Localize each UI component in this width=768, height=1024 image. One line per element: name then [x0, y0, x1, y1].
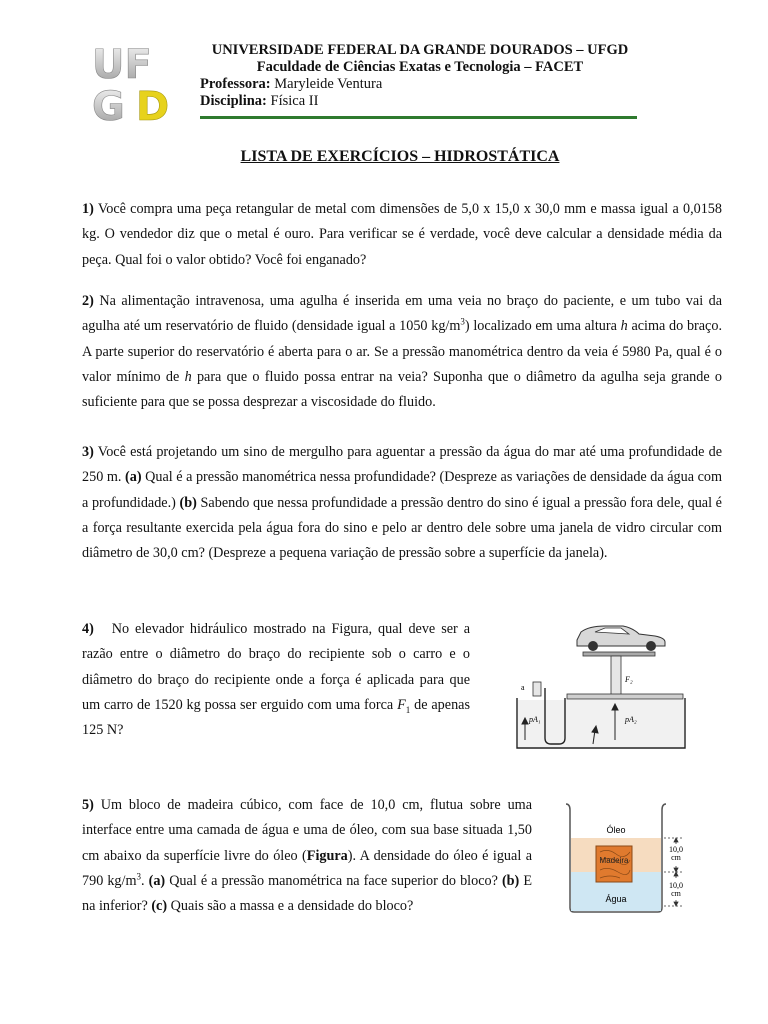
oil-label: Óleo: [606, 825, 626, 835]
subscript: 1: [405, 704, 411, 715]
question-text: ). A densidade do óleo é igual a 790 kg/m: [82, 847, 532, 889]
question-text: Você está projetando um sino de mergulho para aguentar a pressão da água do mar até uma profundidade de 250 m.: [82, 444, 722, 486]
piston-rod: [611, 656, 621, 696]
svg-text:D: D: [136, 84, 170, 124]
question-text: Um bloco de madeira cúbico, com face de 10,0 cm, flutua sobre uma interface entre uma camada de água e uma de óleo, com sua base situada 1,50 cm abaixo da superfície livre do óleo (: [82, 797, 532, 864]
faculty-name: Faculdade de Ciências Exatas e Tecnologia – FACET: [256, 59, 584, 75]
question-text: Sabendo que nessa profundidade a pressão dentro do sino é igual a pressão fora dele, qual é a força resultante exercida pela água fora do sino e pelo ar dentro dele sobre uma janela de vidro circular com diâmetro de 30,0 cm? (Despreze a pequena variação de pressão sobre a superfície da janela).: [82, 494, 722, 562]
car-icon: [577, 626, 665, 651]
university-name: UNIVERSIDADE FEDERAL DA GRANDE DOURADOS – UFGD: [211, 42, 629, 58]
lift-platform: [583, 652, 655, 656]
label-a: a: [521, 683, 525, 692]
label-pA2: pA₂: [625, 715, 637, 724]
page-title: LISTA DE EXERCÍCIOS – HIDROSTÁTICA: [240, 148, 560, 165]
question-text: No elevador hidráulico mostrado na Figura, qual deve ser a razão entre o diâmetro do braço do recipiente sob o carro e o diâmetro do braço do recipiente onde a força é aplicada para que um carro de 1520 kg possa ser erguido com uma forca: [82, 621, 471, 713]
question-text: Qual é a pressão manométrica na face superior do bloco?: [165, 872, 502, 889]
question-text: de apenas 125 N?: [82, 696, 470, 739]
header: [200, 42, 640, 110]
dim-top-value: 10,0: [669, 845, 683, 854]
question-number: 3): [82, 444, 94, 460]
dim-bottom-unit: cm: [671, 889, 681, 898]
question-number: 5): [82, 797, 94, 813]
question-number: 2): [82, 293, 94, 309]
question-text: Você compra uma peça retangular de metal com dimensões de 5,0 x 15,0 x 30,0 mm e massa igual a 0,0158 kg. O vendedor diz que o metal é ouro. Para verificar se é verdade, você deve calcular a densidade média da peça. Qual foi o valor obtido? Você foi enganado?: [82, 201, 722, 268]
header-divider: [200, 116, 637, 119]
discipline-label: Disciplina:: [200, 93, 267, 109]
professor-line: [200, 76, 640, 93]
item-a: (a): [125, 469, 142, 486]
variable-h: h: [620, 318, 628, 335]
item-b: (b): [501, 872, 520, 889]
variable-h: h: [184, 368, 192, 385]
professor-name: Maryleide Ventura: [274, 76, 383, 92]
label-F2: F₂: [625, 675, 633, 684]
dim-top-unit: cm: [671, 853, 681, 862]
variable-F: F: [397, 696, 406, 713]
water-label: Água: [605, 894, 627, 904]
ufgd-logo: [90, 40, 186, 124]
question-1: [82, 197, 722, 273]
question-text: acima do braço. A parte superior do reservatório é aberta para o ar. Se a pressão manométrica dentro da veia é 5980 Pa, qual é o valor mínimo de: [82, 318, 722, 385]
question-text: Qual é a pressão manométrica nessa profundidade? (Despreze as variações de densidade da água com a profundidade.): [82, 469, 723, 511]
discipline-line: [200, 93, 640, 110]
figure-ref: Figura: [306, 847, 348, 864]
wood-label: Madeira: [599, 856, 629, 865]
question-text: para que o fluido possa entrar na veia? Suponha que o diâmetro da agulha seja grande o suficiente para que se possa desprezar a viscosidade do fluido.: [82, 368, 722, 411]
exponent: 3: [460, 316, 465, 327]
question-text: ) localizado em uma altura: [464, 318, 621, 335]
beaker-figure: [560, 796, 695, 916]
small-piston: [533, 682, 541, 696]
question-4: [82, 617, 470, 743]
question-5: [82, 793, 532, 919]
discipline-name: Física II: [270, 93, 319, 109]
question-text: .: [141, 872, 149, 889]
fluid: [518, 700, 684, 747]
professor-label: Professora:: [200, 76, 271, 92]
exponent: 3: [136, 871, 141, 882]
label-pA1: pA₁: [529, 715, 541, 724]
question-text: Quais são a massa e a densidade do bloco?: [167, 898, 414, 915]
hydraulic-lift-figure: [505, 618, 690, 754]
item-a: (a): [148, 872, 166, 889]
question-text: Na alimentação intravenosa, uma agulha é inserida em uma veia no braço do paciente, e um tubo vai da agulha até um reservatório de fluido (densidade igual a 1050 kg/m: [82, 293, 723, 335]
item-c: (c): [151, 898, 168, 915]
question-number: 4): [82, 621, 94, 637]
question-number: 1): [82, 201, 94, 217]
question-text: E na inferior?: [82, 872, 532, 915]
dim-bottom-value: 10,0: [669, 881, 683, 890]
question-2: [82, 289, 722, 415]
svg-text:G: G: [92, 84, 125, 124]
question-3: [82, 440, 722, 566]
large-piston: [567, 694, 683, 699]
svg-text:UF: UF: [92, 42, 152, 88]
item-b: (b): [179, 494, 197, 511]
